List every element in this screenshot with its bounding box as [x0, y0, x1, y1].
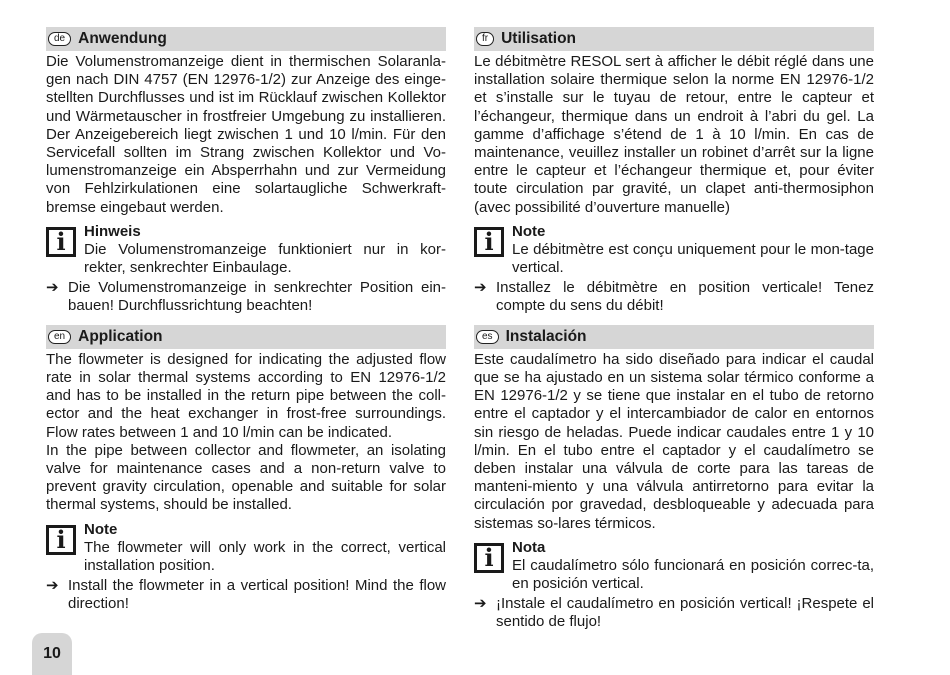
- section-es: [474, 325, 874, 631]
- instruction-de: [46, 279, 446, 315]
- paragraph-es-1: Este caudalímetro ha sido diseñado para indicar el caudal que se ha ajustado en un sistema solar térmico conforme a EN 12976-1/2 y se tiene que instalar en el tubo de retorno entre el captador y el intercambiador de calor en entornos sin riesgo de heladas. Puede indicar caudales entre 1 y 10 l/min. En el tubo entre el captador y el caudalímetro se deben instalar una válvula de corte para las tareas de manteni-miento y una válvula antirretorno para evitar la circulación por gravedad, desbloqueable y adecuada para sistemas so-lares térmicos.: [474, 350, 874, 532]
- arrow-right-icon: ➔: [474, 278, 487, 296]
- arrow-right-icon: ➔: [46, 278, 59, 296]
- section-fr: [474, 27, 874, 315]
- note-fr: [474, 223, 874, 277]
- note-en: [46, 521, 446, 575]
- instruction-en: [46, 577, 446, 613]
- section-header-es: [474, 325, 874, 349]
- note-text-de: Die Volumenstromanzeige funktioniert nur in kor-rekter, senkrechter Einbaulage.: [84, 240, 446, 276]
- info-icon: i: [474, 227, 504, 257]
- instruction-text-es: ¡Instale el caudalímetro en posición vertical! ¡Respete el sentido de flujo!: [496, 594, 874, 630]
- arrow-right-icon: ➔: [46, 576, 59, 594]
- left-column: [46, 27, 446, 623]
- section-title-en: Application: [78, 327, 163, 345]
- section-header-de: [46, 27, 446, 51]
- note-es: [474, 539, 874, 593]
- section-title-fr: Utilisation: [501, 30, 577, 47]
- section-title-es: Instalación: [505, 327, 587, 345]
- instruction-text-fr: Installez le débitmètre en position verticale! Tenez compte du sens du débit!: [496, 278, 874, 314]
- note-title-en: Note: [84, 520, 118, 538]
- section-header-fr: [474, 27, 874, 51]
- section-header-en: [46, 325, 446, 349]
- page-number: 10: [32, 633, 72, 675]
- note-title-fr: Note: [512, 222, 546, 240]
- info-icon: i: [474, 543, 504, 573]
- instruction-text-de: Die Volumenstromanzeige in senkrechter Position ein-bauen! Durchflussrichtung beachten!: [68, 278, 446, 314]
- language-badge-de: de: [48, 32, 71, 46]
- note-de: [46, 223, 446, 277]
- info-icon: i: [46, 227, 76, 257]
- section-de: [46, 27, 446, 315]
- paragraph-en-1: The flowmeter is designed for indicating the adjusted flow rate in solar thermal systems according to EN 12976-1/2 and has to be installed in the return pipe between the coll-ector and the heat exchanger in frost-free surroundings. Flow rates between 1 and 10 l/min can be indicated.: [46, 350, 446, 441]
- paragraph-en-2: In the pipe between collector and flowmeter, an isolating valve for maintenance cases and a non-return valve to prevent gravity circulation, openable and suitable for solar thermal systems, should be installed.: [46, 441, 446, 514]
- right-column: [474, 27, 874, 641]
- paragraph-fr-1: Le débitmètre RESOL sert à afficher le débit réglé dans une installation solaire thermique selon la norme EN 12976-1/2 et s’installe sur le tuyau de retour, entre le capteur et l’échangeur, thermique dans un endroit à l’abri du gel. La gamme d’affichage s’étend de 1 à 10 l/min. En cas de maintenance, veuillez installer un robinet d’arrêt sur la ligne entre le capteur et l’échangeur thermique et, pour éviter toute circulation par gravité, un clapet anti-thermosiphon (avec possibilité d’ouverture manuelle): [474, 53, 874, 216]
- instruction-text-en: Install the flowmeter in a vertical position! Mind the flow direction!: [68, 576, 446, 612]
- language-badge-en: en: [48, 330, 71, 344]
- note-title-es: Nota: [512, 538, 546, 556]
- section-en: [46, 325, 446, 613]
- section-title-de: Anwendung: [78, 30, 167, 47]
- note-text-fr: Le débitmètre est conçu uniquement pour le mon-tage vertical.: [512, 240, 874, 276]
- info-icon: i: [46, 525, 76, 555]
- instruction-es: [474, 595, 874, 631]
- language-badge-es: es: [476, 330, 499, 344]
- paragraph-de-1: Die Volumenstromanzeige dient in thermischen Solaranla-gen nach DIN 4757 (EN 12976-1/2) zur Anzeige des einge-stellten Durchflusses und ist im Rücklauf zwischen Kollektor und Wärmetauscher in frostfreier Umgebung zu installieren. Der Anzeigebereich liegt zwischen 1 und 10 l/min. Für den Servicefall sollten im Strang zwischen Kollektor und Vo-lumenstromanzeige ein Absperrhahn und zur Vermeidung von Fehlzirkulationen eine solartaugliche Schwerkraft-bremse eingebaut werden.: [46, 53, 446, 216]
- language-badge-fr: fr: [476, 32, 494, 46]
- instruction-fr: [474, 279, 874, 315]
- note-text-en: The flowmeter will only work in the correct, vertical installation position.: [84, 538, 446, 574]
- note-title-de: Hinweis: [84, 222, 141, 240]
- note-text-es: El caudalímetro sólo funcionará en posición correc-ta, en posición vertical.: [512, 556, 874, 592]
- arrow-right-icon: ➔: [474, 594, 487, 612]
